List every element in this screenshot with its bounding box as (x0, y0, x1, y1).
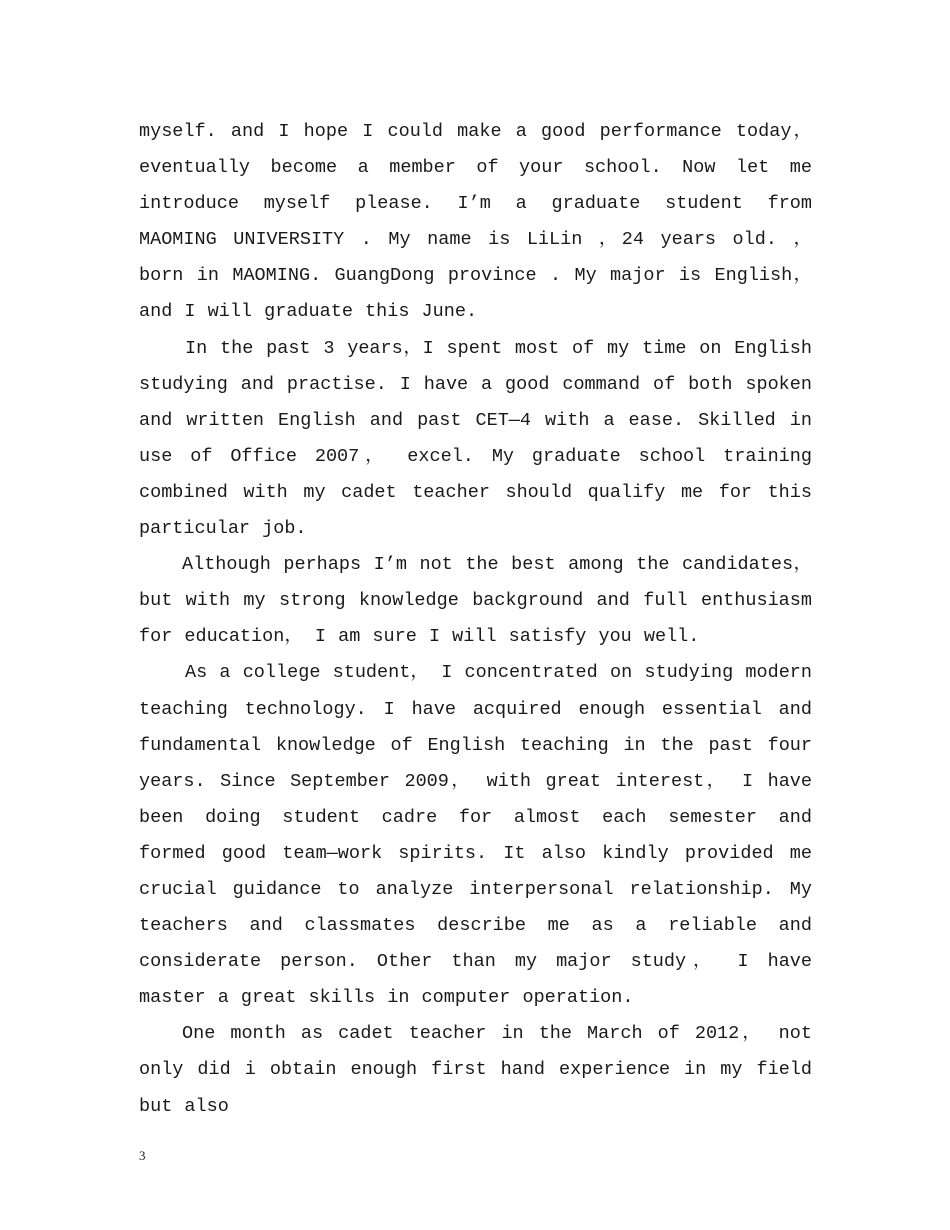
paragraph-candidates: Although perhaps I’m not the best among the candidates， but with my strong knowledge background and full enthusiasm for education， I am sure I will satisfy you well. (139, 554, 812, 648)
paragraph-college-student: As a college student， I concentrated on studying modern teaching technology. I have acquired enough essential and fundamental knowledge of English teaching in the past four years. Since September 2009， with great interest， I have been doing student cadre for almost each semester and formed good team—work spirits. It also kindly provided me crucial guidance to analyze interpersonal relationship. My teachers and classmates describe me as a reliable and considerate person. Other than my major study， I have master a great skills in computer operation. (139, 662, 812, 1009)
paragraph-intro-continuation: myself. and I hope I could make a good performance today， eventually become a member of your school. Now let me introduce myself please. I’m a graduate student from MAOMING UNIVERSITY . My name is LiLin ，24 years old. ， born in MAOMING. GuangDong province . My major is English， and I will graduate this June. (139, 121, 812, 323)
document-body (139, 114, 812, 1125)
paragraph-past-years: In the past 3 years，I spent most of my time on English studying and practise. I have a good command of both spoken and written English and past CET—4 with a ease. Skilled in use of Office 2007， excel. My graduate school training combined with my cadet teacher should qualify me for this particular job. (139, 337, 812, 540)
page-number: 3 (139, 1148, 146, 1163)
paragraph-cadet-teacher: One month as cadet teacher in the March of 2012， not only did i obtain enough first hand experience in my field but also (139, 1023, 812, 1117)
